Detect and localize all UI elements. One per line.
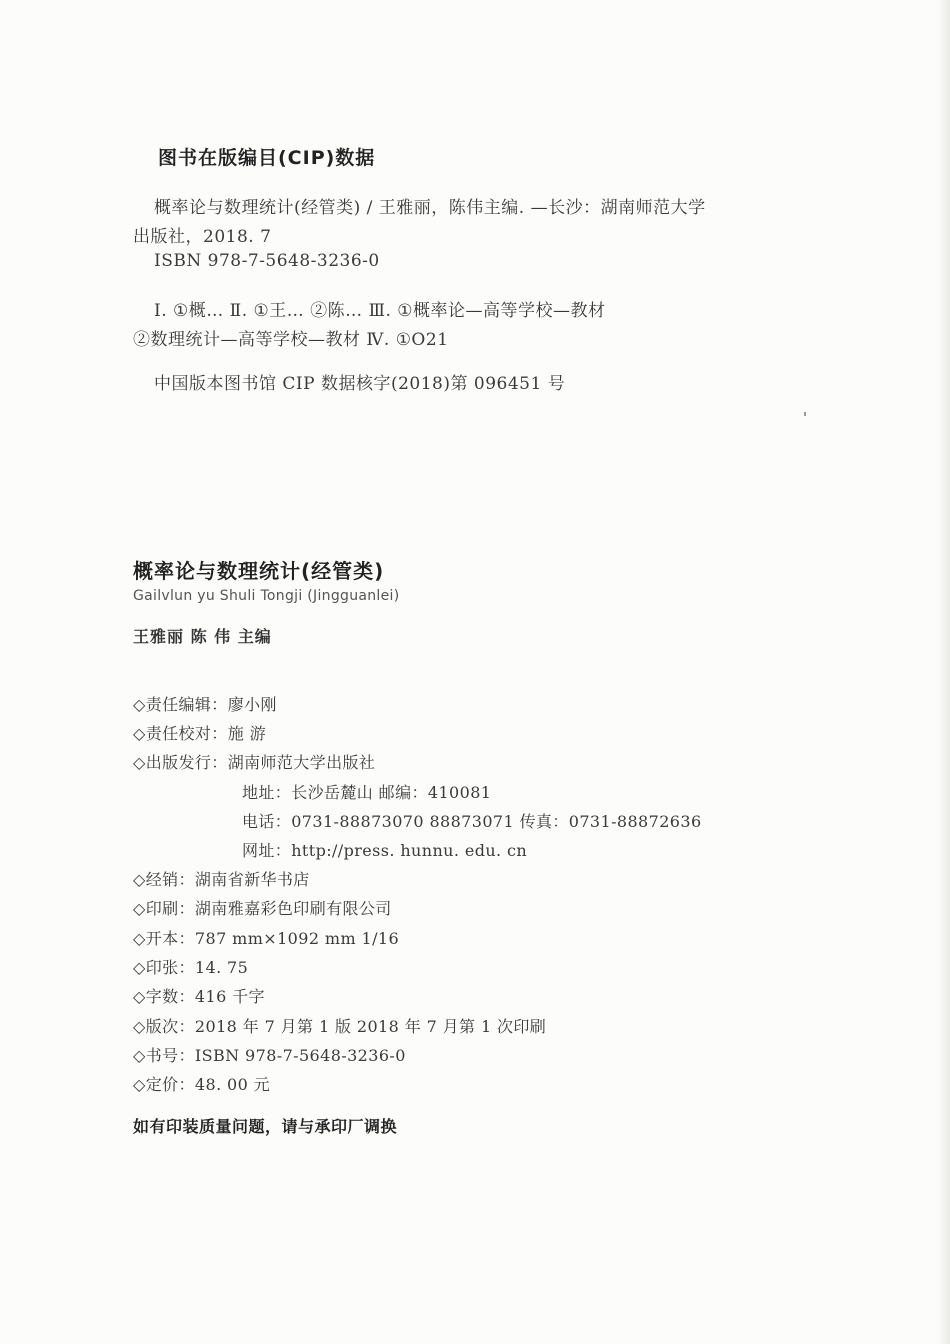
page-edge-shadow xyxy=(938,0,950,1344)
info-distributor: ◇经销：湖南省新华书店 xyxy=(133,870,310,889)
cip-classification-line: Ⅰ. ①概… Ⅱ. ①王… ②陈… Ⅲ. ①概率论—高等学校—教材 xyxy=(154,301,606,321)
cip-bibliographic-line-continued: 出版社，2018. 7 xyxy=(133,227,272,247)
cip-isbn: ISBN 978-7-5648-3236-0 xyxy=(154,251,380,271)
cip-library-record: 中国版本图书馆 CIP 数据核字(2018)第 096451 号 xyxy=(154,374,566,394)
info-website: 网址：http://press. hunnu. edu. cn xyxy=(242,841,528,860)
book-title-pinyin: Gailvlun yu Shuli Tongji (Jingguanlei) xyxy=(133,588,400,604)
info-sheets: ◇印张：14. 75 xyxy=(133,958,249,977)
info-price: ◇定价：48. 00 元 xyxy=(133,1075,271,1094)
book-editors: 王雅丽 陈 伟 主编 xyxy=(133,627,272,646)
info-format: ◇开本：787 mm×1092 mm 1/16 xyxy=(133,929,400,948)
info-edition: ◇版次：2018 年 7 月第 1 版 2018 年 7 月第 1 次印刷 xyxy=(133,1017,547,1036)
quality-notice: 如有印装质量问题，请与承印厂调换 xyxy=(133,1117,398,1136)
info-publisher: ◇出版发行：湖南师范大学出版社 xyxy=(133,753,376,772)
info-phone: 电话：0731-88873070 88873071 传真：0731-88872636 xyxy=(242,812,702,831)
cip-classification-line-continued: ②数理统计—高等学校—教材 Ⅳ. ①O21 xyxy=(133,330,449,350)
info-editor: ◇责任编辑：廖小刚 xyxy=(133,695,277,714)
info-book-number: ◇书号：ISBN 978-7-5648-3236-0 xyxy=(133,1046,406,1065)
info-proofreader: ◇责任校对：施 游 xyxy=(133,724,266,743)
book-title: 概率论与数理统计(经管类) xyxy=(133,559,385,583)
info-printer: ◇印刷：湖南雅嘉彩色印刷有限公司 xyxy=(133,899,392,918)
print-speck xyxy=(804,412,806,416)
cip-bibliographic-line: 概率论与数理统计(经管类) / 王雅丽，陈伟主编. —长沙：湖南师范大学 xyxy=(154,198,706,218)
info-word-count: ◇字数：416 千字 xyxy=(133,987,265,1006)
cip-heading: 图书在版编目(CIP)数据 xyxy=(158,147,376,169)
info-address: 地址：长沙岳麓山 邮编：410081 xyxy=(242,783,492,802)
